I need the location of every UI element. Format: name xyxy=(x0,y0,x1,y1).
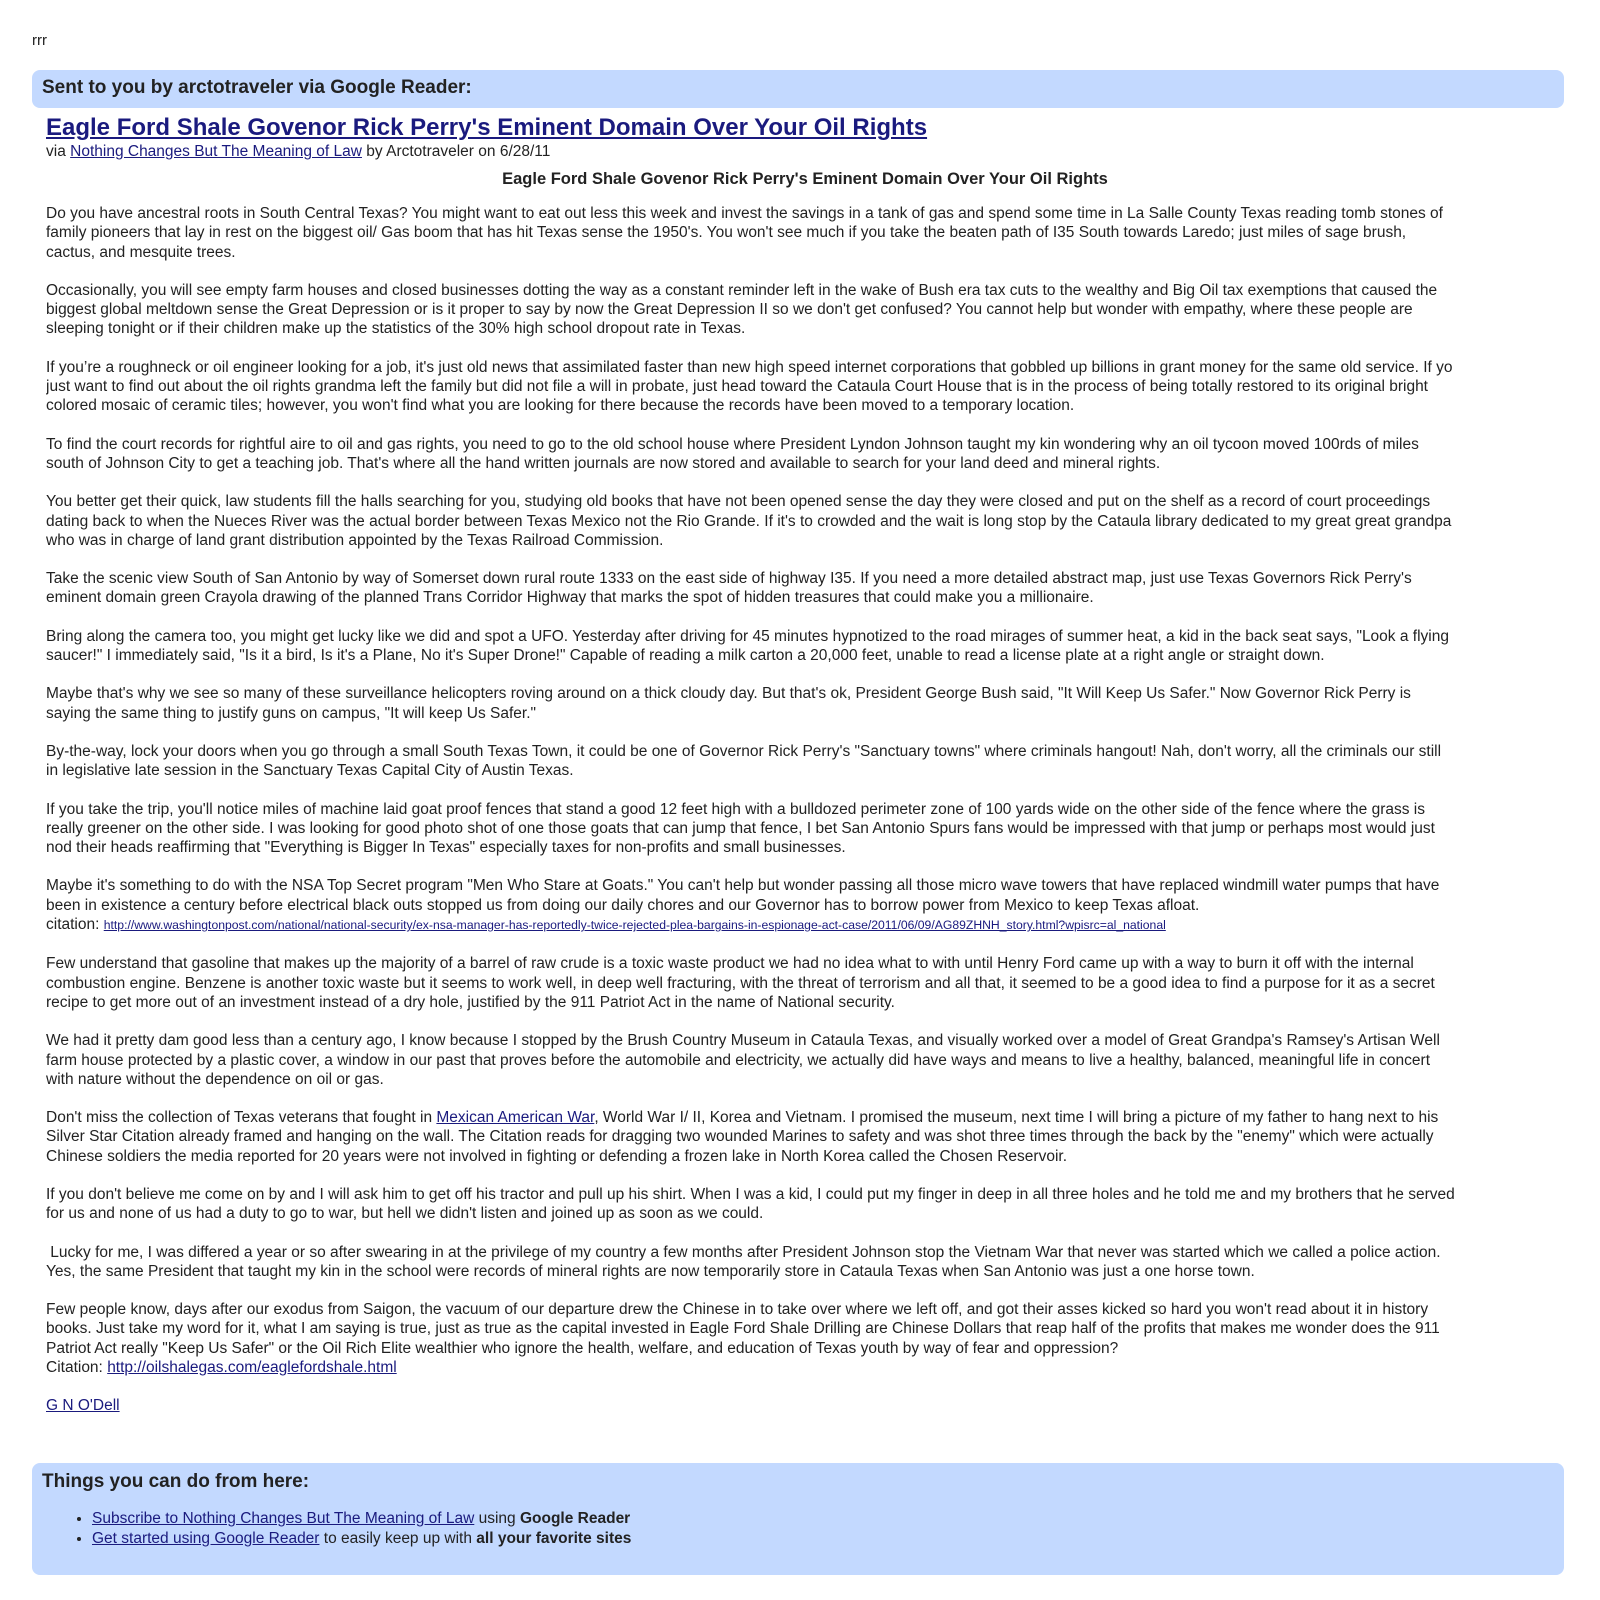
citation-link[interactable]: http://oilshalegas.com/eaglefordshale.html xyxy=(107,1359,397,1377)
things-list xyxy=(42,1509,1554,1548)
sent-banner xyxy=(32,70,1564,108)
line: Few people know, days after our exodus from Saigon, the vacuum of our departure drew the Chinese in to take over where we left off, and got their asses kicked so hard you won't read about it in history xyxy=(46,1301,1429,1319)
sent-label: Sent to you by arctotraveler via Google Reader: xyxy=(42,77,472,98)
paragraph xyxy=(46,281,1564,339)
post-byline xyxy=(46,143,1564,161)
get-started-link[interactable]: Get started using Google Reader xyxy=(92,1529,320,1547)
item-text: using xyxy=(474,1510,520,1527)
post-content xyxy=(46,114,1564,1416)
text-before-link: Don't miss the collection of Texas veterans that fought in xyxy=(46,1109,437,1127)
line: Maybe that's why we see so many of these surveillance helicopters roving around on a thick cloudy day. But that's ok, President George Bush said, "It Will Keep Us Safer." Now Governor Rick Perry is xyxy=(46,685,1411,703)
post-subtitle: Eagle Ford Shale Govenor Rick Perry's Eminent Domain Over Your Oil Rights xyxy=(502,170,1108,188)
top-note: rrr xyxy=(32,32,47,49)
paragraph xyxy=(46,492,1564,550)
line: eminent domain green Crayola drawing of the planned Trans Corridor Highway that marks the spot of hidden treasures that could make you a millionaire. xyxy=(46,589,1094,607)
line: Patriot Act really "Keep Us Safer" or the Oil Rich Elite wealthier who ignore the health, welfare, and education of Texas youth by way of fear and oppression? xyxy=(46,1339,1119,1357)
line: combustion engine. Benzene is another toxic waste but it seems to work well, in deep well fracturing, with the threat of terrorism and all that, it seemed to be a good idea to find a purpose for it as a secret xyxy=(46,974,1435,992)
line: Take the scenic view South of San Antonio by way of Somerset down rural route 1333 on the east side of highway I35. If you need a more detailed abstract map, just use Texas Governors Rick Perry's xyxy=(46,570,1412,588)
line: sleeping tonight or if their children make up the statistics of the 30% high school dropout rate in Texas. xyxy=(46,320,746,338)
things-title: Things you can do from here: xyxy=(42,1471,310,1492)
line: nod their heads reaffirming that "Everything is Bigger In Texas" especially taxes for non-profits and small businesses. xyxy=(46,839,846,857)
line: books. Just take my word for it, what I am saying is true, just as true as the capital invested in Eagle Ford Shale Drilling are Chinese Dollars that reap half of the profits that makes me wonder does the 911 xyxy=(46,1320,1440,1338)
citation-line xyxy=(46,1358,1564,1377)
paragraph xyxy=(46,435,1564,474)
list-item xyxy=(92,1509,1554,1529)
line: with nature without the dependence on oil or gas. xyxy=(46,1070,384,1088)
line: Occasionally, you will see empty farm houses and closed businesses dotting the way as a constant reminder left in the wake of Bush era tax cuts to the wealthy and Big Oil tax exemptions that caused the xyxy=(46,281,1438,299)
line: saying the same thing to justify guns on campus, "It will keep Us Safer." xyxy=(46,704,537,722)
item-bold-text: all your favorite sites xyxy=(476,1529,632,1547)
line: You better get their quick, law students fill the halls searching for you, studying old books that have not been opened sense the day they were closed and put on the shelf as a record of court proceedings xyxy=(46,493,1431,511)
subscribe-link[interactable]: Subscribe to Nothing Changes But The Meaning of Law xyxy=(92,1510,475,1527)
author-link[interactable]: G N O'Dell xyxy=(46,1397,120,1415)
line: farm house protected by a plastic cover, a window in our past that proves before the automobile and electricity, we actually did have ways and means to live a healthy, balanced, meaningful life in concert xyxy=(46,1051,1431,1069)
paragraph xyxy=(46,1185,1564,1224)
paragraph xyxy=(46,358,1564,416)
line: colored mosaic of ceramic tiles; however, you won't find what you are looking for there because the records have been moved to a temporary location. xyxy=(46,397,1075,415)
paragraph xyxy=(46,876,1564,935)
citation-link[interactable]: http://www.washingtonpost.com/national/national-security/ex-nsa-manager-has-reportedly-twice-rejected-plea-bargains-in-espionage-act-case/2011/06/09/AG89ZHNH_story.html?wpisrc=al_national xyxy=(103,918,1166,933)
line: Chinese soldiers the media reported for 20 years were not involved in fighting or defending a frozen lake in North Korea called the Chosen Reservoir. xyxy=(46,1147,1067,1165)
paragraph xyxy=(46,569,1564,608)
text-after-link: , World War I/ II, Korea and Vietnam. I promised the museum, next time I will bring a picture of my father to hang next to his xyxy=(594,1109,1439,1127)
line: recipe to get more out of an investment instead of a dry hole, justified by the 911 Patriot Act in the name of National security. xyxy=(46,993,895,1011)
paragraph xyxy=(46,1031,1564,1089)
paragraph xyxy=(46,1300,1564,1377)
paragraph xyxy=(46,684,1564,723)
line: Silver Star Citation already framed and hanging on the wall. The Citation reads for dragging two wounded Marines to safety and was shot three times through the back by the "enemy" which were actually xyxy=(46,1128,1434,1146)
line: cactus, and mesquite trees. xyxy=(46,243,236,261)
byline-text: by Arctotraveler on 6/28/11 xyxy=(366,143,551,160)
line: If you don't believe me come on by and I will ask him to get off his tractor and pull up his shirt. When I was a kid, I could put my finger in deep in all three holes and he told me and my brothers that he served xyxy=(46,1185,1455,1203)
post-title-link[interactable]: Eagle Ford Shale Govenor Rick Perry's Eminent Domain Over Your Oil Rights xyxy=(46,114,928,141)
via-prefix: via xyxy=(46,143,66,160)
line: south of Johnson City to get a teaching job. That's where all the hand written journals are now stored and available to search for your land deed and mineral rights. xyxy=(46,454,1161,472)
item-bold-text: Google Reader xyxy=(519,1510,631,1527)
line: Bring along the camera too, you might get lucky like we did and spot a UFO. Yesterday after driving for 45 minutes hypnotized to the road mirages of summer heat, a kid in the back seat says, "Look a flying xyxy=(46,627,1449,645)
paragraph xyxy=(46,627,1564,666)
source-link[interactable]: Nothing Changes But The Meaning of Law xyxy=(70,143,362,160)
line: To find the court records for rightful aire to oil and gas rights, you need to go to the old school house where President Lyndon Johnson taught my kin wondering why an oil tycoon moved 100rds of miles xyxy=(46,435,1419,453)
line: in legislative late session in the Sanctuary Texas Capital City of Austin Texas. xyxy=(46,762,574,780)
line: If you take the trip, you'll notice miles of machine laid goat proof fences that stand a good 12 feet high with a bulldozed perimeter zone of 100 yards wide on the other side of the fence where the grass is xyxy=(46,800,1425,818)
things-box xyxy=(32,1463,1564,1575)
line: We had it pretty dam good less than a century ago, I know because I stopped by the Brush Country Museum in Cataula Texas, and visually worked over a model of Great Grandpa's Ramsey's Artisan Well xyxy=(46,1032,1440,1050)
line: By-the-way, lock your doors when you go through a small South Texas Town, it could be one of Governor Rick Perry's "Sanctuary towns" where criminals hangout! Nah, don't worry, all the criminals our still xyxy=(46,742,1442,760)
line: If you’re a roughneck or oil engineer looking for a job, it's just old news that assimilated faster than new high speed internet corporations that gobbled up billions in grant money for the same old service. If yo xyxy=(46,358,1453,376)
line xyxy=(46,1108,1564,1127)
line: biggest global meltdown sense the Great Depression or is it proper to say by now the Great Depression II so we don't get confused? You cannot help but wonder with empathy, where these people are xyxy=(46,301,1413,319)
line: been in existence a century before electrical black outs stopped us from doing our daily chores and our Governor has to borrow power from Mexico to keep Texas afloat. xyxy=(46,896,1200,914)
line: Maybe it's something to do with the NSA Top Secret program "Men Who Stare at Goats." You can't help but wonder passing all those micro wave towers that have replaced windmill water pumps that have xyxy=(46,877,1440,895)
line: who was in charge of land grant distribution appointed by the Texas Railroad Commission. xyxy=(46,531,664,549)
paragraph xyxy=(46,1243,1564,1282)
citation-line xyxy=(46,915,1564,935)
item-text: to easily keep up with xyxy=(319,1529,477,1547)
line: Lucky for me, I was differed a year or so after swearing in at the privilege of my country a few months after President Johnson stop the Vietnam War that never was started which we called a police action. xyxy=(46,1243,1441,1261)
paragraph xyxy=(46,800,1564,858)
paragraph xyxy=(46,204,1564,262)
line: really greener on the other side. I was looking for good photo shot of one those goats that can jump that fence, I bet San Antonio Spurs fans would be impressed with that jump or perhaps most would just xyxy=(46,819,1435,837)
line: saucer!" I immediately said, "Is it a bird, Is it's a Plane, No it's Super Drone!" Capable of reading a milk carton a 20,000 feet, unable to read a license plate at a right angle or straight down. xyxy=(46,647,1325,665)
line: just want to find out about the oil rights grandma left the family but did not file a will in probate, just head toward the Cataula Court House that is in the process of being totally restored to its original bright xyxy=(46,378,1428,396)
paragraph xyxy=(46,1108,1564,1166)
article-body xyxy=(46,204,1564,1416)
citation-label: Citation: xyxy=(46,1359,103,1377)
list-item xyxy=(92,1529,1554,1549)
line: Do you have ancestral roots in South Central Texas? You might want to eat out less this week and invest the savings in a tank of gas and spend some time in La Salle County Texas reading tomb stones of xyxy=(46,205,1443,222)
line: Few understand that gasoline that makes up the majority of a barrel of raw crude is a toxic waste product we had no idea what to with until Henry Ford came up with a way to burn it off with the internal xyxy=(46,955,1414,973)
line: Yes, the same President that taught my kin in the school were records of mineral rights are now temporarily store in Cataula Texas when San Antonio was just a one horse town. xyxy=(46,1262,1255,1280)
line: dating back to when the Nueces River was the actual border between Texas Mexico not the Rio Grande. If it's to crowded and the wait is long stop by the Cataula library dedicated to my great great grandpa xyxy=(46,512,1452,530)
author-paragraph xyxy=(46,1396,1564,1415)
line: for us and none of us had a duty to go to war, but hell we didn't listen and joined up as soon as we could. xyxy=(46,1205,764,1223)
line: family pioneers that lay in rest on the biggest oil/ Gas boom that has hit Texas sense the 1950's. You won't see much if you take the beaten path of I35 South towards Laredo; just miles of sage brush, xyxy=(46,224,1407,242)
paragraph xyxy=(46,954,1564,1012)
citation-label: citation: xyxy=(46,916,100,934)
mexican-american-war-link[interactable]: Mexican American War xyxy=(436,1109,595,1127)
paragraph xyxy=(46,742,1564,781)
